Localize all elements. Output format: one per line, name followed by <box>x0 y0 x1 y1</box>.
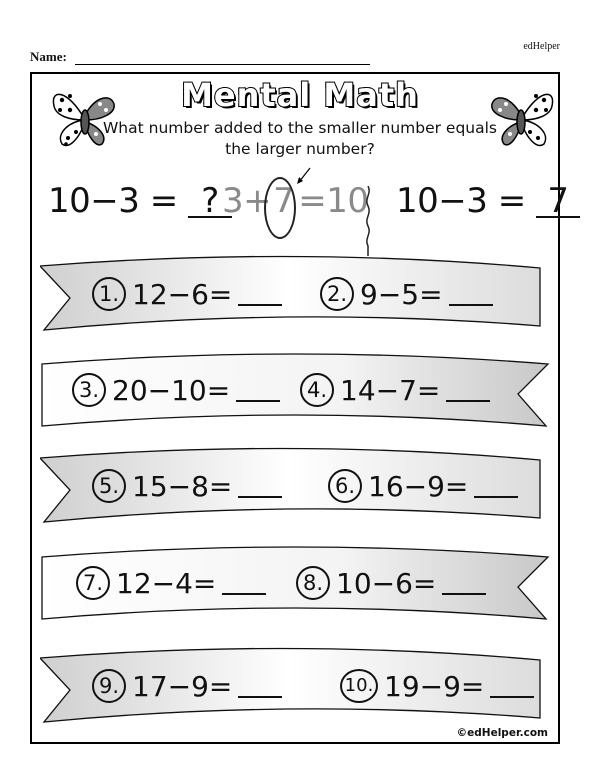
example-hint: 3+7 =10 <box>222 181 369 221</box>
example-solution: 10−3 = 7 <box>396 181 580 221</box>
answer-blank[interactable] <box>446 378 490 402</box>
answer-blank[interactable] <box>474 474 518 498</box>
problem-9: 9. 17−9= <box>92 669 282 703</box>
problem-5: 5. 15−8= <box>92 469 282 503</box>
example-blank: ? <box>188 186 232 218</box>
problem-ribbon <box>40 350 550 428</box>
answer-blank[interactable] <box>442 571 486 595</box>
name-label: Name: <box>30 49 67 64</box>
brand-label: edHelper <box>523 41 560 52</box>
problem-8: 8. 10−6= <box>296 566 486 600</box>
answer-blank[interactable] <box>238 674 282 698</box>
answer-blank[interactable] <box>236 378 280 402</box>
instructions: What number added to the smaller number equals the larger number? <box>102 119 498 158</box>
problem-4: 4. 14−7= <box>300 373 490 407</box>
answer-blank[interactable] <box>222 571 266 595</box>
divider <box>360 186 376 256</box>
answer-blank[interactable] <box>238 474 282 498</box>
problem-6: 6. 16−9= <box>328 469 518 503</box>
hint-circle <box>264 177 296 239</box>
answer-blank[interactable] <box>238 282 282 306</box>
problem-ribbon <box>40 254 550 332</box>
problem-7: 7. 12−4= <box>76 566 266 600</box>
example-problem: 10−3 = ? <box>48 181 232 221</box>
problem-ribbon <box>40 446 550 524</box>
example-answer: 7 <box>536 186 580 218</box>
problem-1: 1. 12−6= <box>92 277 282 311</box>
problem-2: 2. 9−5= <box>320 277 493 311</box>
butterfly-icon <box>486 84 558 152</box>
problem-10: 10. 19−9= <box>340 669 534 703</box>
problem-ribbon <box>40 646 550 724</box>
arrow-icon <box>294 166 314 186</box>
name-field[interactable] <box>75 64 370 65</box>
problem-ribbon <box>40 543 550 621</box>
butterfly-icon <box>48 84 120 152</box>
answer-blank[interactable] <box>449 282 493 306</box>
page-title: Mental Math <box>181 76 419 114</box>
problem-3: 3. 20−10= <box>72 373 280 407</box>
answer-blank[interactable] <box>490 674 534 698</box>
footer-copyright: ©edHelper.com <box>456 727 548 739</box>
